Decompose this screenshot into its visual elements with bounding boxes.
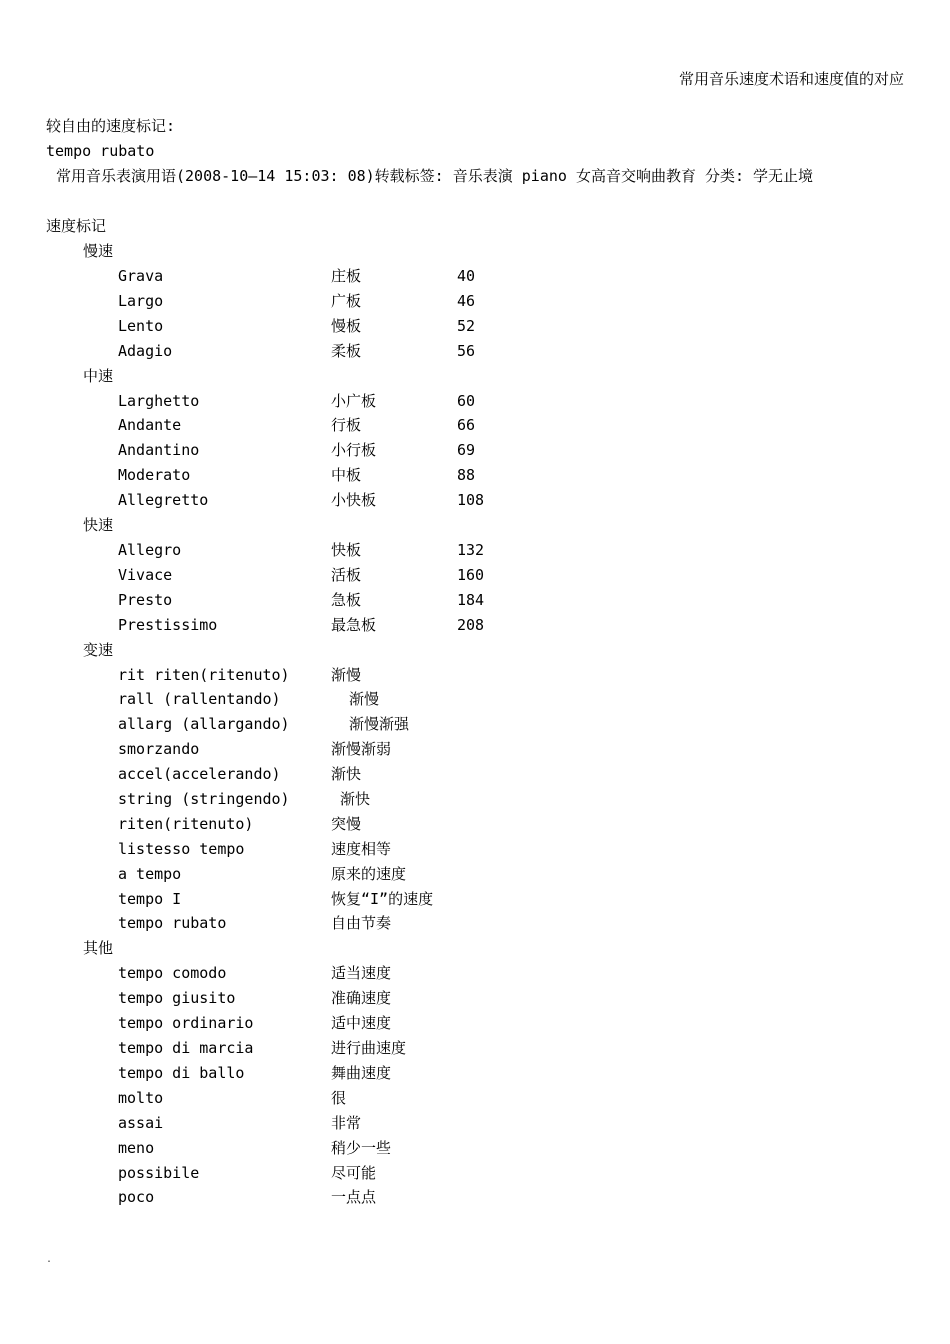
tempo-term: Larghetto — [118, 391, 200, 410]
tempo-chinese: 稍少一些 — [331, 1138, 392, 1157]
tempo-row — [46, 862, 908, 887]
category-label: 慢速 — [83, 242, 114, 260]
intro-meta: 常用音乐表演用语(2008-10—14 15:03: 08)转载标签: 音乐表演 piano 女高音交响曲教育 分类: 学无止境 — [56, 167, 814, 185]
tempo-term: assai — [118, 1113, 164, 1132]
category-label: 中速 — [83, 366, 114, 385]
tempo-term: Allegro — [118, 541, 182, 560]
tempo-term: a tempo — [118, 864, 182, 883]
tempo-row — [46, 1161, 908, 1186]
section-title: 速度标记 — [46, 217, 107, 235]
tempo-chinese: 适当速度 — [331, 964, 392, 983]
tempo-row — [46, 389, 908, 414]
tempo-row — [46, 563, 908, 588]
tempo-chinese: 适中速度 — [331, 1014, 392, 1033]
tempo-chinese: 进行曲速度 — [331, 1039, 407, 1058]
tempo-chinese: 渐慢渐弱 — [331, 740, 392, 759]
tempo-chinese: 速度相等 — [331, 839, 392, 858]
tempo-term: possibile — [118, 1163, 200, 1182]
tempo-row — [46, 438, 908, 463]
tempo-bpm: 46 — [457, 291, 476, 310]
tempo-term: tempo I — [118, 889, 182, 908]
tempo-term: Andantino — [118, 441, 200, 460]
tempo-row — [46, 538, 908, 563]
tempo-bpm: 52 — [457, 316, 476, 335]
tempo-chinese: 一点点 — [331, 1188, 377, 1207]
tempo-row — [46, 264, 908, 289]
tempo-row — [46, 687, 908, 712]
tempo-chinese: 很 — [331, 1088, 347, 1107]
tempo-row — [46, 488, 908, 513]
tempo-term: poco — [118, 1188, 155, 1207]
tempo-row — [46, 1036, 908, 1061]
tempo-bpm: 69 — [457, 441, 476, 460]
tempo-chinese: 自由节奏 — [331, 914, 392, 933]
tempo-row — [46, 1086, 908, 1111]
document-body — [46, 114, 908, 1210]
tempo-chinese: 非常 — [331, 1113, 362, 1132]
tempo-term: listesso tempo — [118, 839, 245, 858]
tempo-bpm: 108 — [457, 491, 485, 510]
tempo-chinese: 快板 — [331, 541, 362, 560]
tempo-chinese: 渐快 — [331, 790, 371, 809]
tempo-row — [46, 961, 908, 986]
tempo-row — [46, 911, 908, 936]
tempo-row — [46, 613, 908, 638]
tempo-chinese: 渐慢 — [331, 665, 362, 684]
tempo-term: rit riten(ritenuto) — [118, 665, 290, 684]
tempo-bpm: 208 — [457, 615, 485, 634]
tempo-term: Adagio — [118, 341, 173, 360]
tempo-chinese: 急板 — [331, 590, 362, 609]
tempo-term: tempo di ballo — [118, 1063, 245, 1082]
tempo-row — [46, 1111, 908, 1136]
page-header: 常用音乐速度术语和速度值的对应 — [678, 70, 904, 88]
tempo-row — [46, 887, 908, 912]
tempo-term: Andante — [118, 416, 182, 435]
tempo-bpm: 88 — [457, 466, 476, 485]
tempo-chinese: 恢复“I”的速度 — [331, 889, 434, 908]
tempo-row — [46, 787, 908, 812]
tempo-term: allarg (allargando) — [118, 715, 290, 734]
spacer — [46, 189, 908, 214]
tempo-row — [46, 314, 908, 339]
tempo-term: string (stringendo) — [118, 790, 290, 809]
tempo-bpm: 184 — [457, 590, 485, 609]
tempo-row — [46, 413, 908, 438]
tempo-chinese: 渐慢渐强 — [331, 715, 410, 734]
intro-term: tempo rubato — [46, 142, 155, 160]
tempo-bpm: 60 — [457, 391, 476, 410]
tempo-term: meno — [118, 1138, 155, 1157]
tempo-chinese: 庄板 — [331, 267, 362, 285]
tempo-chinese: 准确速度 — [331, 989, 392, 1008]
tempo-bpm: 132 — [457, 541, 485, 560]
tempo-chinese: 舞曲速度 — [331, 1063, 392, 1082]
tempo-bpm: 56 — [457, 341, 476, 360]
tempo-row — [46, 737, 908, 762]
tempo-term: rall (rallentando) — [118, 690, 281, 709]
category-label: 快速 — [83, 516, 114, 535]
tempo-row — [46, 663, 908, 688]
tempo-chinese: 柔板 — [331, 341, 362, 360]
tempo-row — [46, 339, 908, 364]
tempo-row — [46, 986, 908, 1011]
tempo-row — [46, 289, 908, 314]
tempo-chinese: 中板 — [331, 466, 362, 485]
tempo-term: Grava — [118, 267, 164, 285]
tempo-term: tempo rubato — [118, 914, 227, 933]
tempo-term: Allegretto — [118, 491, 209, 510]
tempo-row — [46, 712, 908, 737]
tempo-term: Lento — [118, 316, 164, 335]
tempo-chinese: 原来的速度 — [331, 864, 407, 883]
tempo-term: tempo di marcia — [118, 1039, 254, 1058]
tempo-chinese: 广板 — [331, 291, 362, 310]
tempo-term: smorzando — [118, 740, 200, 759]
tempo-bpm: 40 — [457, 267, 476, 285]
category-label: 变速 — [83, 640, 114, 659]
tempo-chinese: 小快板 — [331, 491, 377, 510]
tempo-row — [46, 762, 908, 787]
tempo-bpm: 160 — [457, 565, 485, 584]
tempo-term: tempo comodo — [118, 964, 227, 983]
tempo-chinese: 行板 — [331, 416, 362, 435]
category-label: 其他 — [83, 939, 114, 958]
tempo-chinese: 尽可能 — [331, 1163, 377, 1182]
tempo-term: accel(accelerando) — [118, 765, 281, 784]
tempo-chinese: 突慢 — [331, 814, 362, 833]
tempo-row — [46, 1185, 908, 1210]
footer-mark: . — [46, 1254, 53, 1265]
tempo-chinese: 渐快 — [331, 765, 362, 784]
tempo-term: tempo ordinario — [118, 1014, 254, 1033]
tempo-term: Presto — [118, 590, 173, 609]
tempo-term: tempo giusito — [118, 989, 236, 1008]
tempo-term: Largo — [118, 291, 164, 310]
tempo-row — [46, 812, 908, 837]
tempo-chinese: 小广板 — [331, 391, 377, 410]
tempo-chinese: 慢板 — [331, 316, 362, 335]
tempo-row — [46, 463, 908, 488]
tempo-categories — [46, 239, 908, 1210]
tempo-term: molto — [118, 1088, 164, 1107]
tempo-chinese: 活板 — [331, 565, 362, 584]
intro-heading: 较自由的速度标记: — [46, 117, 176, 135]
tempo-chinese: 小行板 — [331, 441, 377, 460]
tempo-term: Moderato — [118, 466, 191, 485]
tempo-term: Vivace — [118, 565, 173, 584]
tempo-row — [46, 1136, 908, 1161]
tempo-chinese: 最急板 — [331, 615, 377, 634]
tempo-row — [46, 837, 908, 862]
tempo-chinese: 渐慢 — [331, 690, 380, 709]
tempo-term: riten(ritenuto) — [118, 814, 254, 833]
tempo-row — [46, 1011, 908, 1036]
tempo-row — [46, 1061, 908, 1086]
tempo-bpm: 66 — [457, 416, 476, 435]
tempo-row — [46, 588, 908, 613]
tempo-term: Prestissimo — [118, 615, 218, 634]
